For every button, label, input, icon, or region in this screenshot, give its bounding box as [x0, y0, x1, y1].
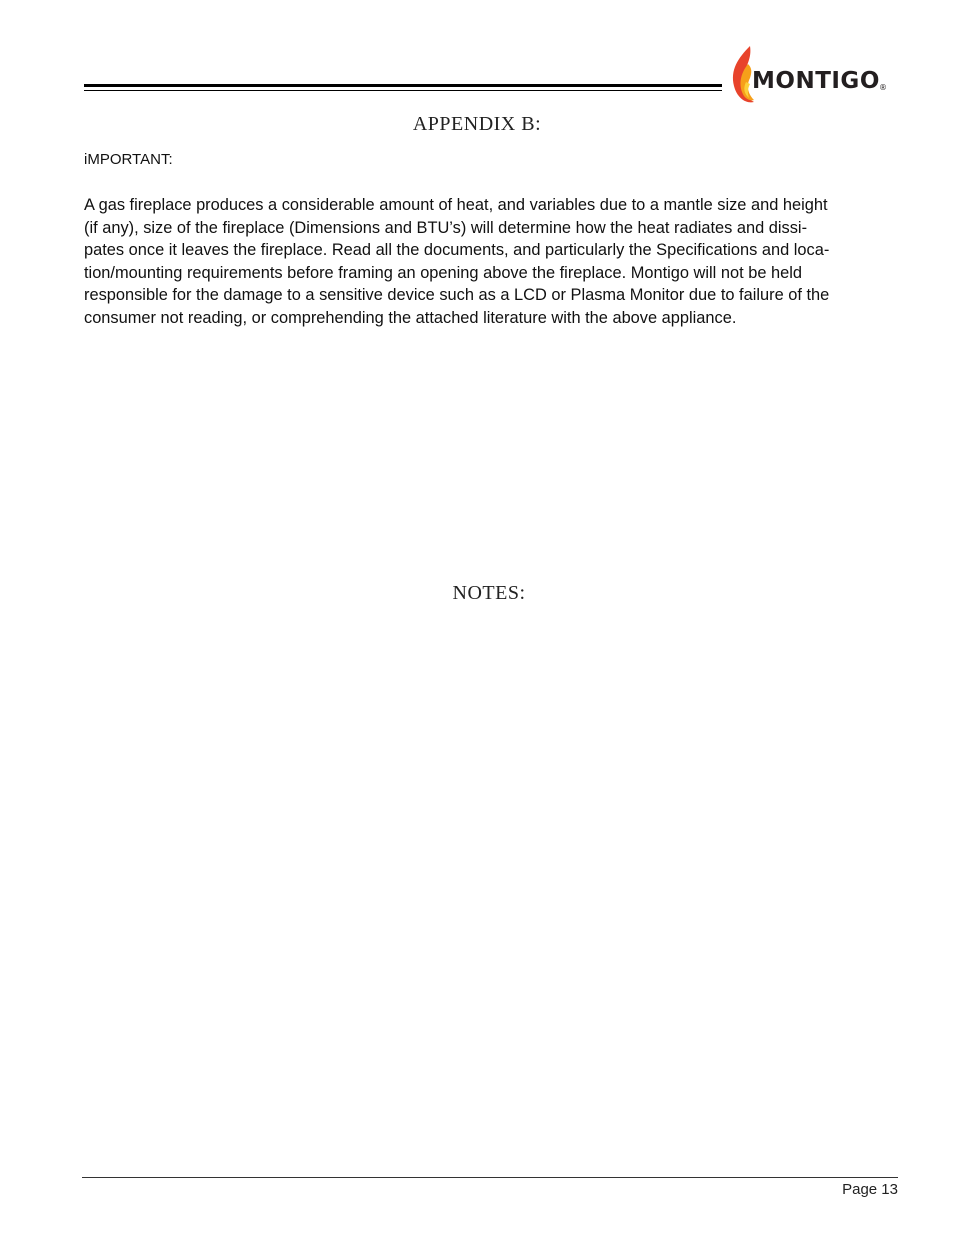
paragraph-line: responsible for the damage to a sensitive device such as a LCD or Plasma Monitor due to failure of the	[84, 286, 830, 305]
paragraph-line: (if any), size of the fireplace (Dimensions and BTU’s) will determine how the heat radiates and dissi-	[84, 218, 808, 237]
header-rule	[84, 84, 722, 87]
important-paragraph	[84, 194, 884, 330]
registered-mark: ®	[879, 83, 887, 92]
important-label: iMPORTANT:	[84, 151, 173, 168]
appendix-title: APPENDIX B:	[412, 113, 542, 135]
paragraph-line: A gas fireplace produces a considerable amount of heat, and variables due to a mantle size and height	[84, 196, 828, 214]
footer-rule	[82, 1177, 898, 1178]
page-number: Page 13	[842, 1181, 898, 1198]
montigo-logo	[728, 44, 888, 106]
notes-title: NOTES:	[452, 582, 526, 604]
logo-wordmark: MONTIGO	[752, 68, 880, 94]
paragraph-line: consumer not reading, or comprehending the attached literature with the above appliance.	[84, 308, 737, 327]
paragraph-line: tion/mounting requirements before framing an opening above the fireplace. Montigo will not be held	[84, 263, 802, 282]
paragraph-line: pates once it leaves the fireplace. Read all the documents, and particularly the Specifications and loca-	[84, 241, 830, 260]
